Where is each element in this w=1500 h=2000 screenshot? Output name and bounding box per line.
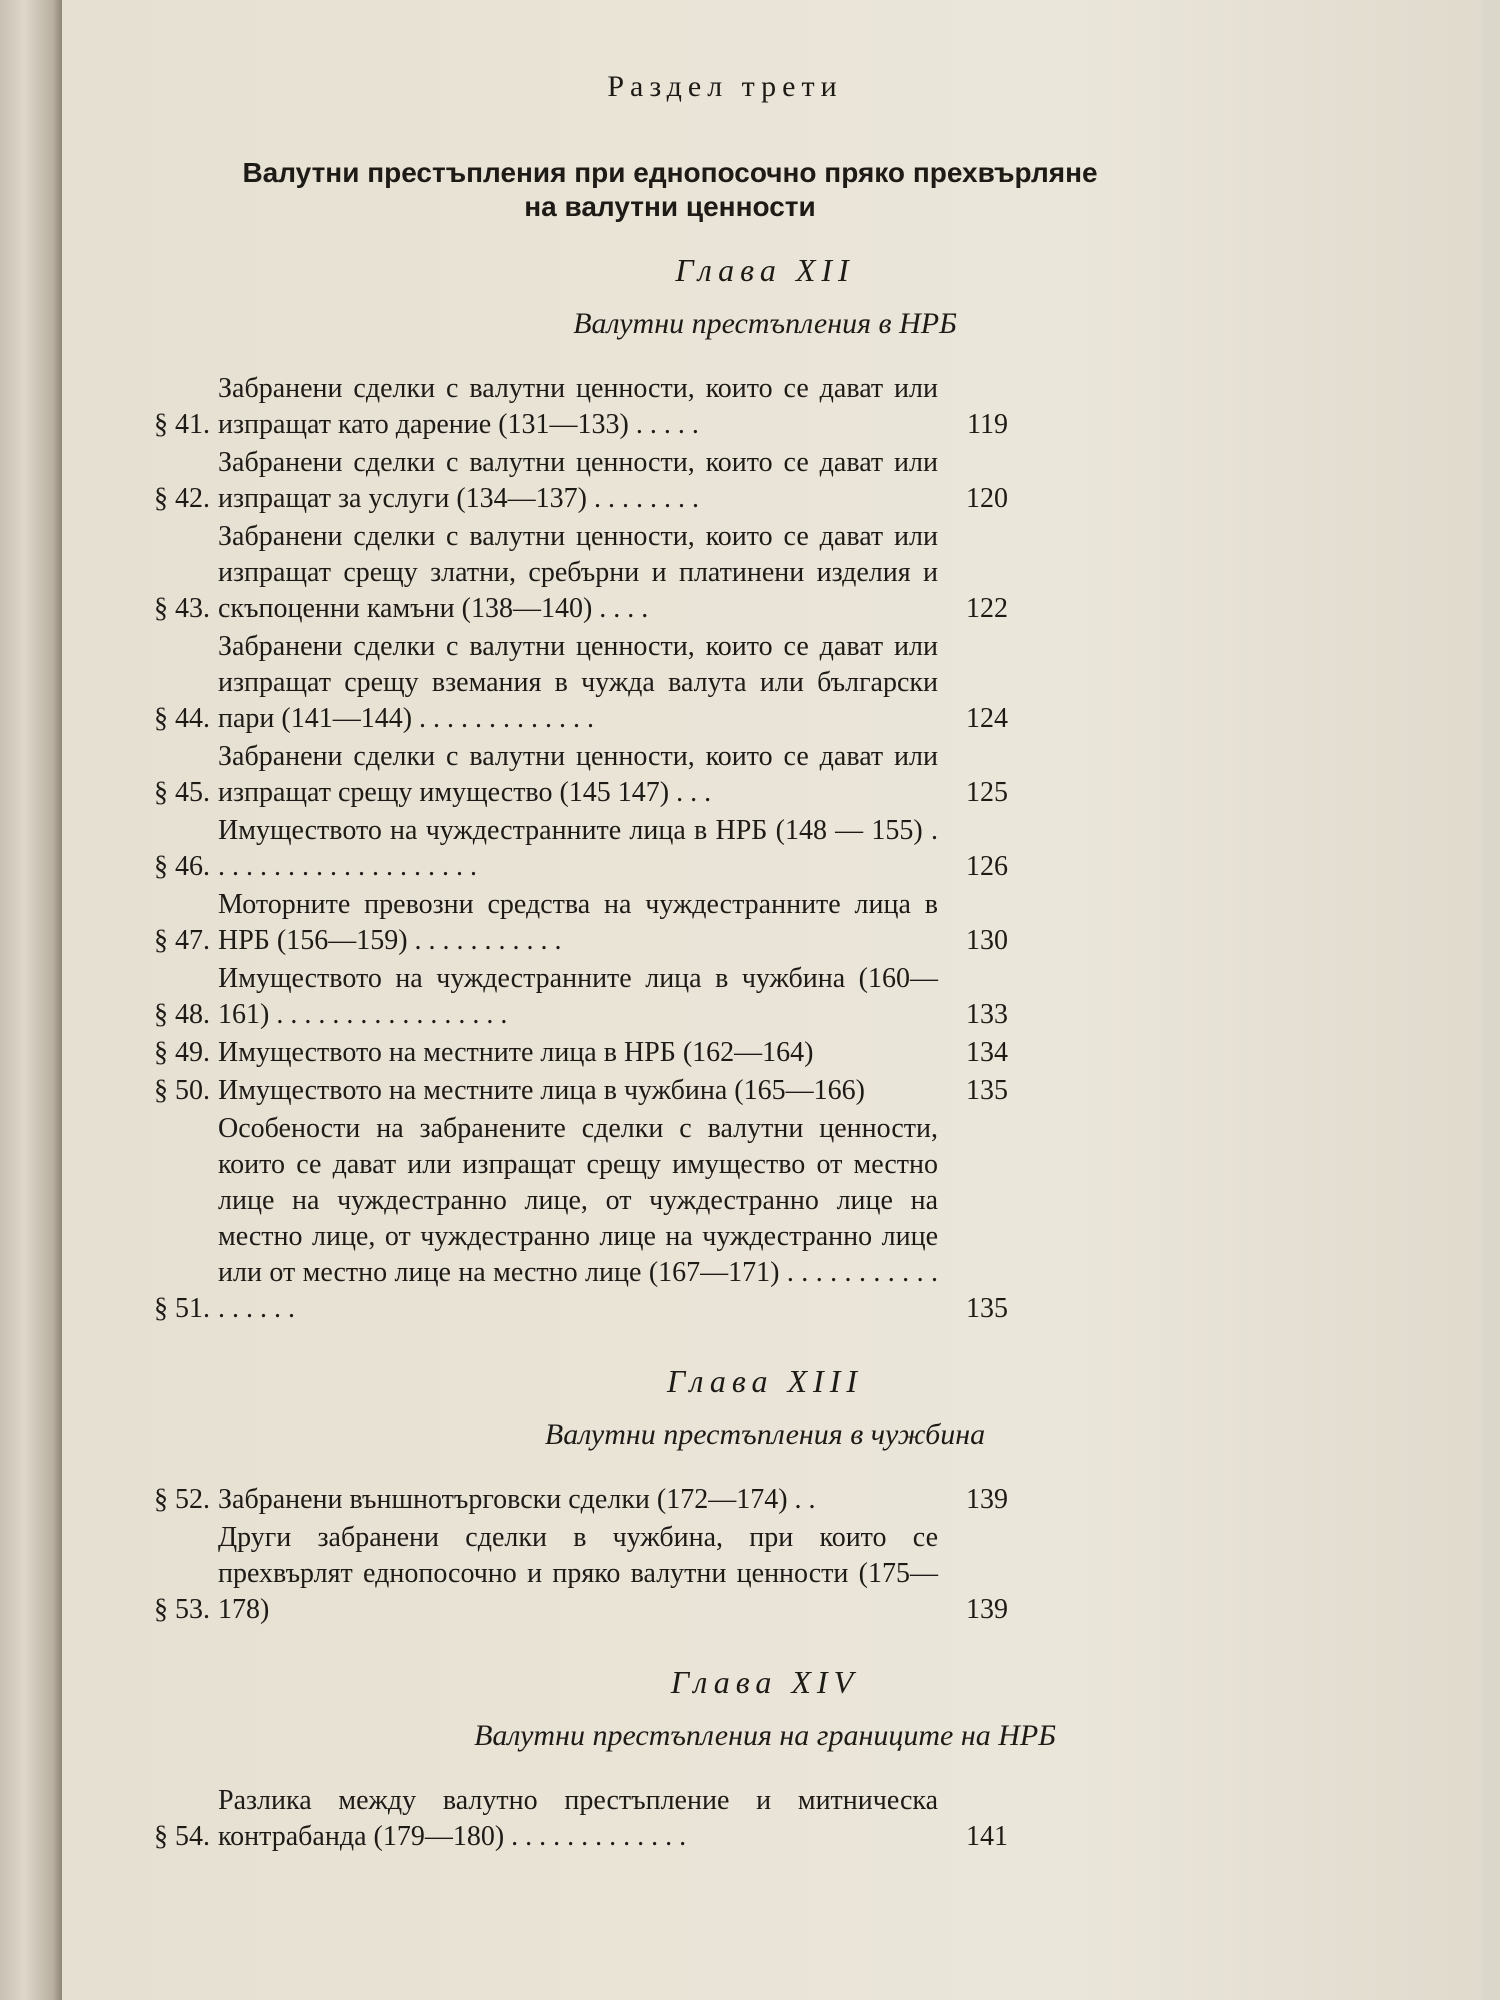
toc-entry[interactable] [120,1111,1300,1327]
toc-entry[interactable] [120,445,1300,517]
chapter-subtitle: Валутни престъпления в НРБ [573,307,957,340]
entry-page: 119 [967,409,1008,440]
entry-number: § 52. [154,1484,210,1515]
entry-title: Забранени сделки с валутни ценности, които се дават или изпращат срещу имущество (145 147) . . . [218,741,938,808]
toc-entry[interactable] [120,1783,1300,1855]
entry-title: Забранени сделки с валутни ценности, които се дават или изпращат срещу вземания в чужда валута или български пари (141—144) . . . . . . . . . . . . . [218,631,938,734]
entry-number: § 54. [154,1821,210,1852]
entry-page: 134 [966,1037,1008,1068]
toc-entry[interactable] [120,961,1300,1033]
entry-number: § 46. [154,851,210,882]
entry-page: 135 [966,1075,1008,1106]
entry-title: Забранени сделки с валутни ценности, които се дават или изпращат срещу златни, сребърни и платинени изделия и скъпоценни камъни (138—140) . . . . [218,521,938,624]
entry-page: 135 [966,1293,1008,1324]
entry-title: Други забранени сделки в чужбина, при които се прехвърлят еднопосочно и пряко валутни ценности (175—178) [218,1522,938,1625]
entry-number: § 44. [154,703,210,734]
entry-page: 139 [966,1484,1008,1515]
toc-entry[interactable] [120,371,1300,443]
entry-page: 120 [966,483,1008,514]
entry-title: Разлика между валутно престъпление и митническа контрабанда (179—180) . . . . . . . . . . . . . [218,1785,938,1852]
entry-page: 139 [966,1594,1008,1625]
entry-number: § 41. [154,409,210,440]
section-title [120,156,1300,224]
toc-entry[interactable] [120,1035,1300,1071]
entry-page: 122 [966,593,1008,624]
entry-number: § 47. [154,925,210,956]
toc-entry[interactable] [120,1482,1300,1518]
toc-entry[interactable] [120,629,1300,737]
toc-content [120,70,1300,1857]
spacer [120,1329,1300,1363]
entry-number: § 45. [154,777,210,808]
book-spine [0,0,62,2000]
entry-number: § 43. [154,593,210,624]
entry-title: Забранени сделки с валутни ценности, които се дават или изпращат за услуги (134—137) . . . . . . . . [218,447,938,514]
page-edge [1482,0,1500,2000]
entry-title: Моторните превозни средства на чуждестранните лица в НРБ (156—159) . . . . . . . . . . . [218,889,938,956]
entry-title: Особености на забранените сделки с валутни ценности, които се дават или изпращат срещу имущество от местно лице на чуждестранно лице, от чуждестранно лице на местно лице, от чуждестранно лице на чуждестранно лице или от местно лице на местно лице (167—171) . . . . . . . . . . . . . . . . . [218,1113,938,1324]
entry-number: § 42. [154,483,210,514]
entry-title: Забранени сделки с валутни ценности, които се дават или изпращат като дарение (131—133) . . . . . [218,373,938,440]
toc-entry[interactable] [120,519,1300,627]
entry-title: Имуществото на местните лица в НРБ (162—164) [218,1037,814,1068]
section-title-line-2: на валутни ценности [524,191,816,222]
toc-entry[interactable] [120,1073,1300,1109]
chapter-subtitle: Валутни престъпления в чужбина [544,1418,986,1451]
chapter-heading: Глава XII [675,252,855,288]
entry-title: Забранени външнотърговски сделки (172—174) . . [218,1484,816,1515]
entry-page: 126 [966,851,1008,882]
entry-title: Имуществото на чуждестранните лица в чужбина (160—161) . . . . . . . . . . . . . . . . . [218,963,938,1030]
entry-number: § 51. [154,1293,210,1324]
entry-number: § 50. [154,1075,210,1106]
spacer [120,1630,1300,1664]
section-title-line-1: Валутни престъпления при еднопосочно пряко прехвърляне [242,157,1098,188]
entry-page: 130 [966,925,1008,956]
chapter-subtitle: Валутни престъпления на границите на НРБ [474,1719,1056,1752]
entry-title: Имуществото на местните лица в чужбина (165—166) [218,1075,865,1106]
entry-number: § 48. [154,999,210,1030]
entry-page: 141 [966,1821,1008,1852]
chapter-heading: Глава XIV [670,1664,860,1700]
entry-page: 124 [966,703,1008,734]
entry-page: 133 [966,999,1008,1030]
entry-title: Имуществото на чуждестранните лица в НРБ (148 — 155) . . . . . . . . . . . . . . . . . . . . [218,815,938,882]
toc-entry[interactable] [120,887,1300,959]
toc-entry[interactable] [120,1520,1300,1628]
entry-number: § 49. [154,1037,210,1068]
toc-entry[interactable] [120,813,1300,885]
section-label: Раздел трети [607,70,843,103]
toc-entry[interactable] [120,739,1300,811]
chapter-heading: Глава XIII [666,1363,864,1399]
entry-page: 125 [966,777,1008,808]
entry-number: § 53. [154,1594,210,1625]
